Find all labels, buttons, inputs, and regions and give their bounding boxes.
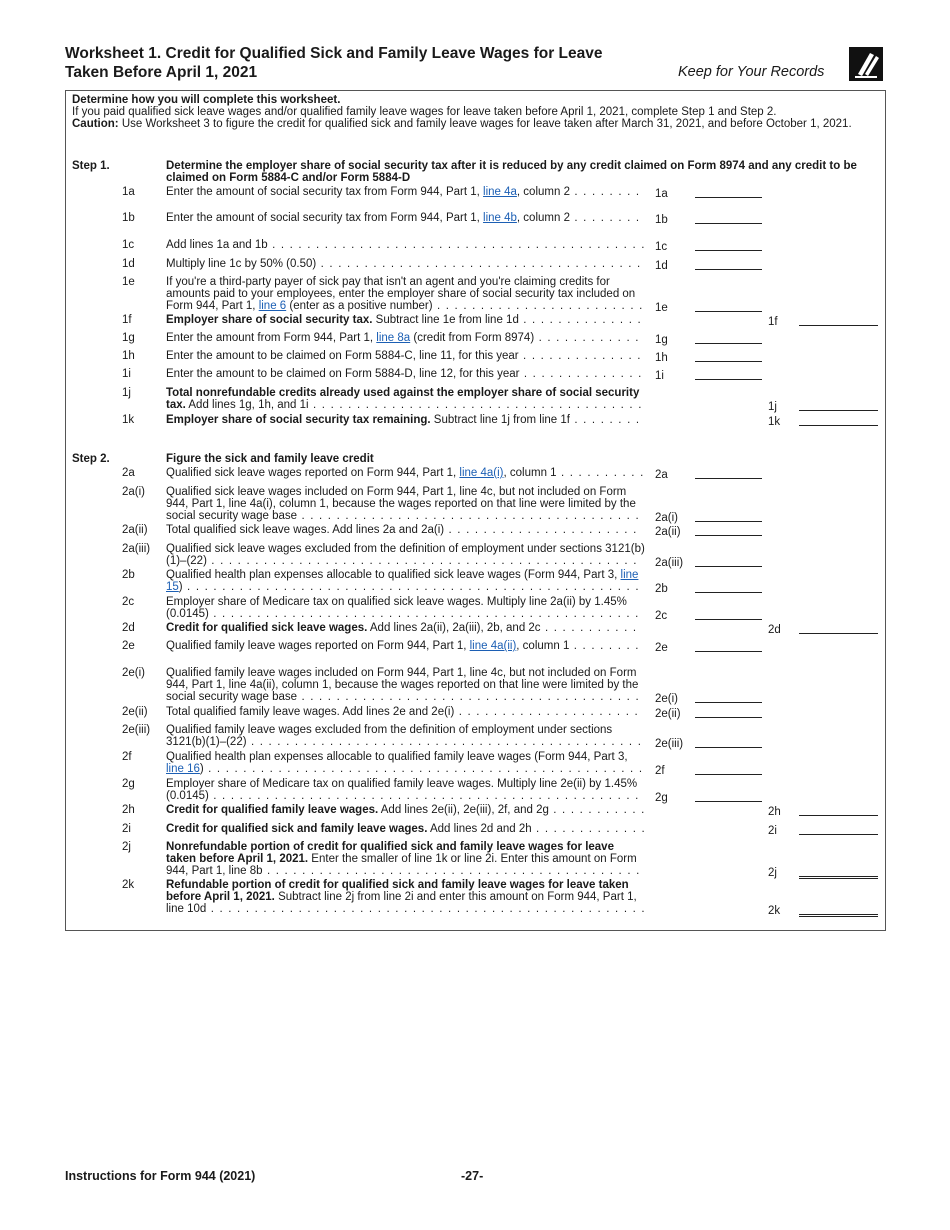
- leader-dots: . . . . . . . .: [569, 414, 641, 426]
- line-ref-label: 2a(i): [655, 512, 679, 524]
- line-ref-label: 1i: [655, 370, 664, 382]
- line-description: [166, 414, 646, 426]
- line-text: Enter the smaller of line 1k or line 2i. Enter this amount on Form 944, Part 1, line 8b: [166, 853, 637, 877]
- line-description: [166, 350, 646, 362]
- leader-dots: . . . . . . . . . . .: [540, 622, 638, 634]
- line-text: Add lines 2e(ii), 2e(iii), 2f, and 2g: [378, 804, 549, 816]
- line-description: [166, 751, 646, 775]
- amount-field[interactable]: [695, 379, 762, 380]
- line-number: 1d: [122, 258, 135, 270]
- line-description: [166, 596, 646, 620]
- footer-form-name: Instructions for Form 944 (2021): [65, 1169, 256, 1183]
- step2-heading: Figure the sick and family leave credit: [166, 453, 374, 465]
- line-ref-label: 2f: [655, 765, 665, 777]
- line-number: 2g: [122, 778, 135, 790]
- line-number: 1i: [122, 368, 131, 380]
- line-text: Qualified family leave wages excluded from the definition of employment under sections 3121(b)(1)–(22): [166, 724, 613, 748]
- line-number: 2i: [122, 823, 131, 835]
- line-description: [166, 486, 646, 522]
- line-description: [166, 879, 646, 915]
- amount-field[interactable]: [695, 592, 762, 593]
- amount-field[interactable]: [695, 478, 762, 479]
- amount-field[interactable]: [695, 619, 762, 620]
- line-description: [166, 186, 646, 198]
- line-description: [166, 276, 646, 312]
- line-text: ): [199, 763, 204, 775]
- line-ref-label: 1e: [655, 302, 668, 314]
- amount-field[interactable]: [695, 197, 762, 198]
- line-number: 2e(i): [122, 667, 146, 679]
- step1-heading: Determine the employer share of social security tax after it is reduced by any credit claimed on Form 8974 and any credit to be claimed on Form 5884-C and/or Form 5884-D: [166, 160, 857, 184]
- line-bold-text: Credit for qualified family leave wages.: [166, 804, 379, 816]
- intro-section: [72, 94, 880, 130]
- amount-field[interactable]: [695, 702, 762, 703]
- leader-dots: . . . . . . . . . .: [556, 467, 645, 479]
- caution-label: Caution:: [72, 118, 119, 130]
- amount-field[interactable]: [799, 425, 878, 426]
- caution-text: Use Worksheet 3 to figure the credit for qualified sick and family leave wages for leave taken after March 31, 2021, and before October 1, 2021.: [118, 118, 852, 130]
- line-text: Qualified health plan expenses allocable to qualified sick leave wages (Form 944, Part 3,: [166, 569, 621, 581]
- line-description: [166, 823, 646, 835]
- step1-label: Step 1.: [72, 160, 110, 172]
- line-description: [166, 841, 646, 877]
- line-text: Add lines 2d and 2h: [427, 823, 532, 835]
- line-number: 1b: [122, 212, 135, 224]
- amount-field[interactable]: [695, 311, 762, 312]
- line-ref-label: 2a(iii): [655, 557, 684, 569]
- line-text: , column 1: [516, 640, 570, 652]
- amount-field[interactable]: [695, 343, 762, 344]
- line-bold-text: Total nonrefundable credits already used against the employer share of social security tax.: [166, 387, 640, 411]
- line-description: [166, 622, 646, 634]
- amount-field[interactable]: [799, 914, 878, 917]
- line-number: 2a(i): [122, 486, 146, 498]
- leader-dots: . . . . . . . . . . . . . . . . . . . . . . . . . . . . . . . . . . . . . .: [308, 399, 643, 411]
- amount-field[interactable]: [695, 521, 762, 522]
- line-description: [166, 258, 646, 270]
- line-text: Subtract line 1j from line 1f: [430, 414, 570, 426]
- line-description: [166, 543, 646, 567]
- line-ref-label: 1k: [768, 416, 781, 428]
- line-text: Subtract line 1e from line 1d: [372, 314, 519, 326]
- line-bold-text: Nonrefundable portion of credit for qualified sick and family leave wages for leave taken before April 1, 2021.: [166, 841, 614, 865]
- line-number: 2c: [122, 596, 135, 608]
- leader-dots: . . . . . . . . . . . . .: [531, 823, 646, 835]
- line-description: [166, 706, 646, 718]
- line-ref-label: 1a: [655, 188, 668, 200]
- line-number: 2j: [122, 841, 131, 853]
- line-number: 2e(ii): [122, 706, 148, 718]
- line-ref-label: 1f: [768, 316, 778, 328]
- amount-field[interactable]: [695, 566, 762, 567]
- line-ref-label: 2g: [655, 792, 668, 804]
- line-bold-text: Employer share of social security tax.: [166, 314, 373, 326]
- leader-dots: . . . . . . . . . . . . . . . . . . . . . . . . . . . . . . . . . . . . . . .: [297, 510, 640, 522]
- line-text: Add lines 2a(ii), 2a(iii), 2b, and 2c: [367, 622, 541, 634]
- line-ref-label: 1j: [768, 401, 777, 413]
- leader-dots: . . . . . . . . . . . . . .: [519, 368, 643, 380]
- leader-dots: . . . . . . . . . . .: [548, 804, 646, 816]
- line-description: [166, 640, 646, 652]
- line-ref-label: 1c: [655, 241, 668, 253]
- line-text: (enter as a positive number): [286, 300, 433, 312]
- line-text: Qualified family leave wages included on Form 944, Part 1, line 4c, but not included on Form 944, Part 1, line 4a(ii), column 1, because the wages reported on that line were limited by the social security wage base: [166, 667, 639, 703]
- leader-dots: . . . . . . . . . . . . . . . . . . . . . . . . . . . . . . . . . . . . . . . . . . .: [262, 865, 641, 877]
- line-text: Enter the amount of social security tax from Form 944, Part 1,: [166, 186, 484, 198]
- line-ref-label: 1h: [655, 352, 668, 364]
- leader-dots: . . . . . . . . . . . . . . . . . . . . . . . . . . . . . . . . . . . . . . .: [297, 691, 640, 703]
- line-text: Employer share of Medicare tax on qualified family leave wages. Multiply line 2e(ii) by 1.45% (0.0145): [166, 778, 638, 802]
- amount-field[interactable]: [799, 410, 878, 411]
- form-line-link[interactable]: line 8a: [376, 332, 411, 344]
- amount-field[interactable]: [695, 774, 762, 775]
- line-text: Enter the amount to be claimed on Form 5884-D, line 12, for this year: [166, 368, 520, 380]
- footer-page-number: -27-: [461, 1169, 484, 1183]
- line-description: [166, 724, 646, 748]
- line-text: Add lines 1a and 1b: [166, 239, 268, 251]
- leader-dots: . . . . . . . . . . . . . .: [518, 314, 642, 326]
- line-number: 1e: [122, 276, 135, 288]
- form-line-link[interactable]: line 4a: [483, 186, 517, 198]
- leader-dots: . . . . . . . . . . . . . . . . . . . . . . . . . . . . . . . . . . . . . . . . . . . . . . . . .: [208, 608, 640, 620]
- line-ref-label: 2b: [655, 583, 668, 595]
- line-number: 1f: [122, 314, 132, 326]
- line-text: Multiply line 1c by 50% (0.50): [166, 258, 317, 270]
- amount-field[interactable]: [695, 651, 762, 652]
- line-number: 2b: [122, 569, 135, 581]
- line-text: Employer share of Medicare tax on qualified sick leave wages. Multiply line 2a(ii) by 1.45% (0.0145): [166, 596, 627, 620]
- amount-field[interactable]: [695, 535, 762, 536]
- line-number: 2a: [122, 467, 135, 479]
- line-number: 1a: [122, 186, 135, 198]
- amount-field[interactable]: [799, 815, 878, 816]
- line-text: Qualified sick leave wages excluded from the definition of employment under sections 3121(b)(1)–(22): [166, 543, 645, 567]
- line-number: 2e(iii): [122, 724, 151, 736]
- leader-dots: . . . . . . . . . . . . . . . . . . . . . . . . . . . . . . . . . . . . . . . . . . .: [267, 239, 646, 251]
- form-line-link[interactable]: line 4a(ii): [469, 640, 517, 652]
- amount-field[interactable]: [695, 223, 762, 224]
- amount-field[interactable]: [695, 801, 762, 802]
- line-ref-label: 2i: [768, 825, 777, 837]
- line-ref-label: 2j: [768, 867, 777, 879]
- line-bold-text: Refundable portion of credit for qualified sick and family leave wages for leave taken before April 1, 2021.: [166, 879, 629, 903]
- step2-label: Step 2.: [72, 453, 110, 465]
- form-line-link[interactable]: line 6: [258, 300, 287, 312]
- line-description: [166, 239, 646, 251]
- leader-dots: . . . . . . . .: [569, 640, 640, 652]
- line-ref-label: 2k: [768, 905, 781, 917]
- line-ref-label: 2a(ii): [655, 526, 681, 538]
- line-number: 1j: [122, 387, 131, 399]
- intro-text: If you paid qualified sick leave wages and/or qualified family leave wages for leave taken before April 1, 2021, complete Step 1 and Step 2.: [72, 106, 777, 118]
- line-description: [166, 332, 646, 344]
- line-text: Add lines 1g, 1h, and 1i: [185, 399, 309, 411]
- leader-dots: . . . . . . . . . . . . . . . . . . . . .: [454, 706, 639, 718]
- line-description: [166, 314, 646, 326]
- amount-field[interactable]: [695, 361, 762, 362]
- line-text: , column 2: [516, 212, 570, 224]
- line-ref-label: 2e(iii): [655, 738, 684, 750]
- amount-field[interactable]: [695, 747, 762, 748]
- line-number: 1h: [122, 350, 135, 362]
- leader-dots: . . . . . . . . . . . . . . . . . . . . . . . . . . . . . . . . . . . . .: [316, 258, 642, 270]
- amount-field[interactable]: [695, 250, 762, 251]
- line-description: [166, 467, 646, 479]
- line-ref-label: 1b: [655, 214, 668, 226]
- line-text: Qualified family leave wages reported on Form 944, Part 1,: [166, 640, 470, 652]
- pen-glyph-icon: [849, 47, 883, 81]
- amount-field[interactable]: [695, 717, 762, 718]
- amount-field[interactable]: [799, 876, 878, 879]
- leader-dots: . . . . . . . . . . . . . . . . . . . . . . . . . . . . . . . . . . . . . . . . . . . . . . . . . . . .: [182, 581, 640, 593]
- line-ref-label: 2e(ii): [655, 708, 681, 720]
- line-ref-label: 2a: [655, 469, 668, 481]
- intro-heading: Determine how you will complete this worksheet.: [72, 94, 341, 106]
- leader-dots: . . . . . . . . . . . . . . . . . . . . . . . . . . . . . . . . . . . . . . . . . . . . . . . . . .: [206, 903, 646, 915]
- line-text: ): [178, 581, 183, 593]
- line-ref-label: 2e: [655, 642, 668, 654]
- keep-records-label: Keep for Your Records: [678, 64, 825, 80]
- line-text: Qualified health plan expenses allocable to qualified family leave wages (Form 944, Part 3,: [166, 751, 628, 763]
- line-number: 1k: [122, 414, 135, 426]
- line-bold-text: Credit for qualified sick leave wages.: [166, 622, 368, 634]
- line-description: [166, 804, 646, 816]
- leader-dots: . . . . . . . . . . . . . . . . . . . . . . . . . . . . . . . . . . . . . . . . . . . . . . . . . .: [203, 763, 644, 775]
- line-description: [166, 368, 646, 380]
- line-number: 2a(ii): [122, 524, 148, 536]
- leader-dots: . . . . . . . . . . . .: [534, 332, 640, 344]
- intro-caution: [72, 118, 880, 130]
- line-text: Qualified sick leave wages included on Form 944, Part 1, line 4c, but not included on Form 944, Part 1, line 4a(i), column 1, because the wages reported on that line were limited by the social security wage base: [166, 486, 636, 522]
- leader-dots: . . . . . . . . . . . . . . . . . . . . . . . . . . . . . . . . . . . . . . . . . . . . . . . . .: [208, 790, 640, 802]
- line-text: Qualified sick leave wages reported on Form 944, Part 1,: [166, 467, 460, 479]
- leader-dots: . . . . . . . .: [569, 212, 641, 224]
- line-ref-label: 2e(i): [655, 693, 679, 705]
- line-text: If you're a third-party payer of sick pay that isn't an agent and you're claiming credits for amounts paid to your employees, enter the employer share of social security tax included on Form 944, Part 1,: [166, 276, 636, 312]
- line-text: Enter the amount of social security tax from Form 944, Part 1,: [166, 212, 484, 224]
- form-line-link[interactable]: line 16: [166, 763, 200, 775]
- pen-records-icon: [849, 47, 883, 81]
- line-text: Enter the amount to be claimed on Form 5884-C, line 11, for this year: [166, 350, 519, 362]
- form-line-link[interactable]: line 15: [166, 569, 639, 593]
- amount-field[interactable]: [799, 633, 878, 634]
- line-text: (credit from Form 8974): [410, 332, 535, 344]
- line-description: [166, 778, 646, 802]
- line-description: [166, 387, 646, 411]
- line-number: 1c: [122, 239, 135, 251]
- line-number: 2e: [122, 640, 135, 652]
- leader-dots: . . . . . . . . . . . . . . . . . . . . . .: [444, 524, 638, 536]
- line-number: 2h: [122, 804, 135, 816]
- form-line-link[interactable]: line 4b: [483, 212, 517, 224]
- line-number: 2k: [122, 879, 135, 891]
- amount-field[interactable]: [799, 325, 878, 326]
- leader-dots: . . . . . . . . . . . . . .: [518, 350, 642, 362]
- line-description: [166, 667, 646, 703]
- line-text: Total qualified sick leave wages. Add lines 2a and 2a(i): [166, 524, 445, 536]
- line-ref-label: 2c: [655, 610, 668, 622]
- line-number: 2f: [122, 751, 132, 763]
- line-text: Subtract line 2j from line 2i and enter this amount on Form 944, Part 1, line 10d: [166, 891, 637, 915]
- line-ref-label: 2d: [768, 624, 781, 636]
- line-bold-text: Employer share of social security tax remaining.: [166, 414, 431, 426]
- amount-field[interactable]: [799, 834, 878, 835]
- line-bold-text: Credit for qualified sick and family leave wages.: [166, 823, 428, 835]
- line-ref-label: 2h: [768, 806, 781, 818]
- line-number: 2d: [122, 622, 135, 634]
- line-number: 1g: [122, 332, 135, 344]
- leader-dots: . . . . . . . .: [569, 186, 641, 198]
- line-number: 2a(iii): [122, 543, 151, 555]
- line-description: [166, 569, 646, 593]
- line-ref-label: 1g: [655, 334, 668, 346]
- leader-dots: . . . . . . . . . . . . . . . . . . . . . . . .: [432, 300, 644, 312]
- amount-field[interactable]: [695, 269, 762, 270]
- leader-dots: . . . . . . . . . . . . . . . . . . . . . . . . . . . . . . . . . . . . . . . . . . . . .: [246, 736, 643, 748]
- leader-dots: . . . . . . . . . . . . . . . . . . . . . . . . . . . . . . . . . . . . . . . . . . . . . . . . .: [206, 555, 638, 567]
- line-text: Enter the amount from Form 944, Part 1,: [166, 332, 377, 344]
- line-text: Total qualified family leave wages. Add lines 2e and 2e(i): [166, 706, 455, 718]
- line-ref-label: 1d: [655, 260, 668, 272]
- form-line-link[interactable]: line 4a(i): [459, 467, 504, 479]
- worksheet-title: Worksheet 1. Credit for Qualified Sick and Family Leave Wages for Leave Taken Before April 1, 2021: [65, 45, 603, 81]
- line-text: , column 1: [503, 467, 557, 479]
- line-description: [166, 524, 646, 536]
- line-text: , column 2: [516, 186, 570, 198]
- line-description: [166, 212, 646, 224]
